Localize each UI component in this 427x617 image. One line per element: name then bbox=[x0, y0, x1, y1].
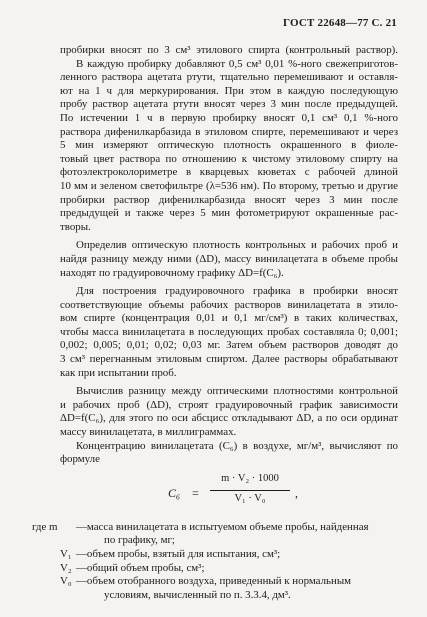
formula bbox=[60, 471, 398, 515]
text-line: вом спирте (концентрация 0,01 и 0,1 мг/см³) в таких количествах, bbox=[60, 312, 398, 325]
formula-denominator: V₁ · V₀ bbox=[234, 492, 266, 504]
document-body bbox=[32, 44, 398, 602]
text-line: 5 мин измеряют оптическую плотность окрашенного в фиоле- bbox=[60, 139, 398, 152]
definition-item bbox=[60, 589, 398, 603]
definition-text: по графику, мг; bbox=[104, 534, 175, 547]
definition-text: масса винилацетата в испытуемом объеме пробы, найденная bbox=[86, 520, 369, 533]
definition-text: объем пробы, взятый для испытания, см³; bbox=[86, 548, 281, 560]
text-line: раствора дифенилкарбазида в этиловом спирте, перемешивают и через bbox=[60, 125, 398, 138]
text-line: соответствующие объемы рабочих растворов винилацетата в этило- bbox=[60, 298, 398, 311]
text-line: ленного раствора ацетата ртути, тщательно перемешивают и оставля- bbox=[60, 71, 398, 84]
text-line: ΔD=f(C₆), для этого по оси абсцисс откладывают ΔD, а по оси ординат bbox=[60, 412, 398, 425]
text-line: 0,002; 0,005; 0,01; 0,02; 0,03 мг. Затем объем растворов доводят до bbox=[60, 339, 398, 352]
definition-symbol: V₁ bbox=[60, 548, 72, 560]
definition-item bbox=[60, 562, 398, 576]
text-line: как при испытании проб. bbox=[60, 366, 177, 379]
page-header: ГОСТ 22648—77 С. 21 bbox=[283, 17, 397, 29]
text-line: пробирки вносят по 3 см³ этилового спирта (контрольный раствор). bbox=[60, 44, 398, 56]
text-line: пробу раствор ацетата ртути вносят через 3 мин после предыдущей. bbox=[60, 98, 398, 111]
text-line: товый цвет раствора по отношению к чистому этиловому спирту на bbox=[60, 152, 398, 165]
text-line: Для построения градуировочного графика в пробирки вносят bbox=[76, 285, 398, 298]
definition-separator: — bbox=[76, 561, 87, 574]
formula-comma: , bbox=[295, 485, 298, 500]
text-line: ют на 1 ч для меркурирования. При этом в каждую последующую bbox=[60, 84, 398, 97]
definition-symbol: V₂ bbox=[60, 561, 72, 574]
formula-equals: = bbox=[192, 485, 199, 500]
definition-symbol: V₀ bbox=[60, 575, 72, 588]
formula-numerator: m · V₂ · 1000 bbox=[221, 472, 279, 484]
definition-item bbox=[60, 534, 398, 548]
text-line: Определив оптическую плотность контрольных и рабочих проб и bbox=[76, 239, 398, 252]
text-line: 3 см³ перегнанным этиловым спиртом. Далее растворы обрабатывают bbox=[60, 353, 398, 366]
text-line: находят по градуировочному графику ΔD=f(C₆). bbox=[60, 266, 284, 279]
text-line: предыдущей и также через 5 мин фотометрируют окрашенные рас- bbox=[60, 207, 398, 220]
definition-text: объем отобранного воздуха, приведенный к нормальным bbox=[86, 575, 352, 588]
fraction-bar bbox=[210, 490, 290, 491]
text-line: Концентрацию винилацетата (C₆) в воздухе, мг/м³, вычисляют по bbox=[76, 439, 398, 452]
definition-separator: — bbox=[76, 548, 87, 560]
text-line: найдя разницу между ними (ΔD), массу винилацетата в объеме пробы bbox=[60, 252, 398, 265]
definition-symbol: где m bbox=[32, 520, 58, 533]
definition-text: общий объем пробы, см³; bbox=[86, 561, 205, 574]
text-line: В каждую пробирку добавляют 0,5 см³ 0,01 %-ного свежеприготов- bbox=[76, 57, 398, 70]
definition-item bbox=[60, 548, 398, 562]
text-line: чтобы масса винилацетата в последующих пробах составляла 0; 0,001; bbox=[60, 325, 398, 338]
formula-lhs: C₆ bbox=[168, 485, 181, 500]
text-line: фотоэлектроколориметре в кварцевых кюветах с рабочей длиной bbox=[60, 166, 398, 179]
definitions-list bbox=[32, 520, 398, 603]
definition-separator: — bbox=[76, 520, 87, 533]
text-line: творы. bbox=[60, 220, 91, 233]
definition-item bbox=[32, 521, 398, 535]
text-line: и рабочих проб (ΔD), строят градуировочный график зависимости bbox=[60, 398, 398, 411]
text-line: массу винилацетата, в миллиграммах. bbox=[60, 426, 237, 439]
text-line: пробирки раствор дифенилкарбазида вносят через 3 мин после bbox=[60, 193, 398, 206]
definition-separator: — bbox=[76, 575, 87, 588]
definition-item bbox=[60, 575, 398, 589]
text-line: Вычислив разницу между оптическими плотностями контрольной bbox=[76, 385, 398, 398]
text-line: 10 мм и зеленом светофильтре (λ=536 нм). По второму, третью и другие bbox=[60, 179, 398, 192]
text-line: По истечении 1 ч в первую пробирку вносят 0,1 см³ 0,1 %-ного bbox=[60, 111, 398, 124]
definition-text: условиям, вычисленный по п. 3.3.4, дм³. bbox=[104, 588, 291, 601]
text-line: формуле bbox=[60, 453, 100, 466]
